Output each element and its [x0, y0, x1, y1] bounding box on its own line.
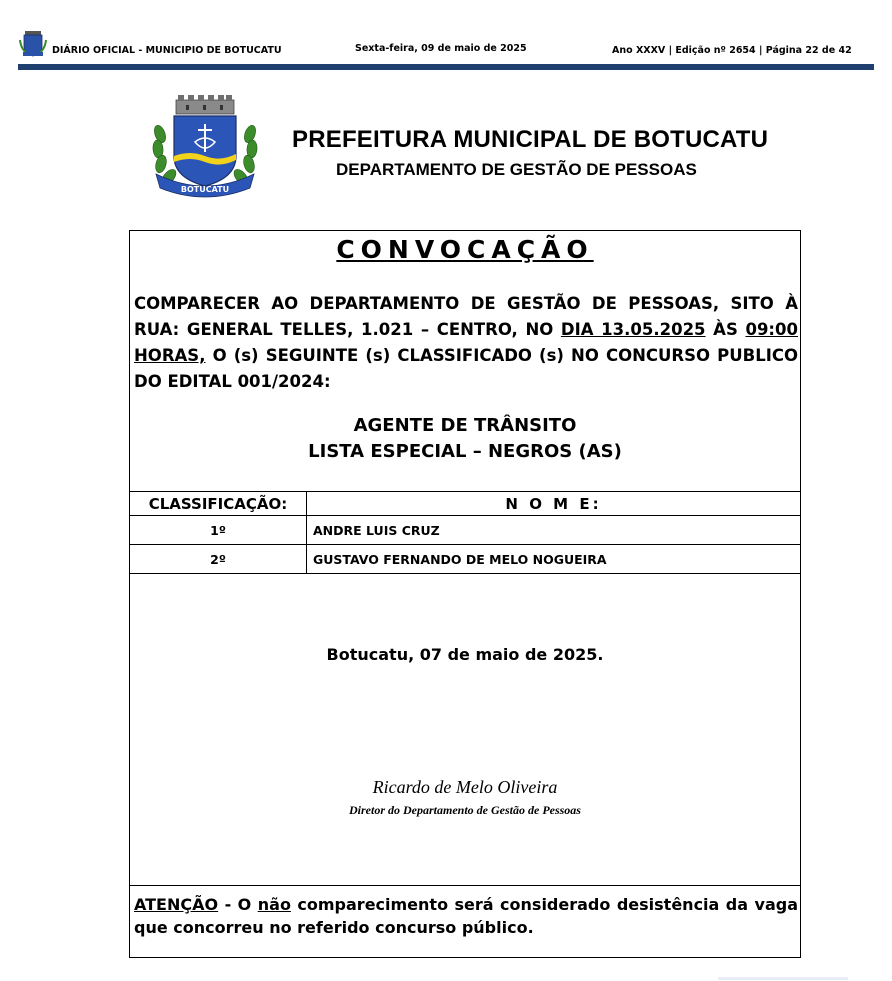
- header-divider: [18, 64, 874, 70]
- convocation-notice: [129, 230, 801, 958]
- appointment-date: DIA 13.05.2025: [560, 320, 706, 339]
- signer-role: Diretor do Departamento de Gestão de Pessoas: [349, 803, 581, 817]
- column-header-rank: CLASSIFICAÇÃO:: [130, 492, 307, 516]
- place-and-date: Botucatu, 07 de maio de 2025.: [326, 645, 604, 664]
- gazette-edition: Ano XXXV | Edição nº 2654 | Página 22 de 42: [612, 45, 852, 56]
- attention-label: ATENÇÃO: [134, 895, 219, 914]
- intro-text-1: COMPARECER AO DEPARTAMENTO DE GESTÃO DE PESSOAS, SITO À RUA: GENERAL TELLES, 1.021 – CENTRO, NO: [134, 294, 798, 339]
- intro-text-2: ÀS: [705, 320, 746, 339]
- department-title: DEPARTAMENTO DE GESTÃO DE PESSOAS: [336, 160, 697, 179]
- candidates-table: [129, 491, 801, 574]
- municipal-crest-small-icon: [18, 30, 48, 58]
- rank-cell: 2º: [130, 545, 307, 574]
- intro-text-3: O (s) SEGUINTE (s) CLASSIFICADO (s) NO CONCURSO PUBLICO DO EDITAL 001/2024:: [134, 346, 798, 391]
- attention-divider: [130, 885, 800, 886]
- gazette-date: Sexta-feira, 09 de maio de 2025: [355, 43, 527, 54]
- column-header-name: N O M E:: [307, 492, 801, 516]
- attention-emphasis: não: [257, 895, 291, 914]
- table-row: [130, 545, 801, 574]
- table-header-row: [130, 492, 801, 516]
- position-title: AGENTE DE TRÂNSITO: [353, 415, 577, 436]
- table-row: [130, 516, 801, 545]
- list-title: LISTA ESPECIAL – NEGROS (AS): [308, 441, 622, 462]
- crest-ribbon-label: BOTUCATU: [180, 185, 230, 194]
- rank-cell: 1º: [130, 516, 307, 545]
- attention-text-2: comparecimento será considerado desistência da vaga que concorreu no referido concurso público.: [134, 895, 798, 937]
- name-cell: ANDRE LUIS CRUZ: [307, 516, 801, 545]
- signer-name: Ricardo de Melo Oliveira: [372, 777, 558, 797]
- notice-heading: CONVOCAÇÃO: [336, 235, 594, 264]
- gazette-title: DIÁRIO OFICIAL - MUNICIPIO DE BOTUCATU: [52, 45, 282, 56]
- notice-intro: [134, 291, 798, 395]
- municipal-coat-of-arms: [150, 94, 260, 202]
- attention-text-1: - O: [218, 895, 258, 914]
- organization-title: PREFEITURA MUNICIPAL DE BOTUCATU: [292, 126, 769, 153]
- appointment-time: 09:00 HORAS,: [134, 320, 798, 365]
- scan-artifact: [718, 977, 848, 980]
- attention-notice: [134, 893, 798, 939]
- name-cell: GUSTAVO FERNANDO DE MELO NOGUEIRA: [307, 545, 801, 574]
- position-block: [130, 413, 800, 465]
- gazette-header: [0, 0, 892, 72]
